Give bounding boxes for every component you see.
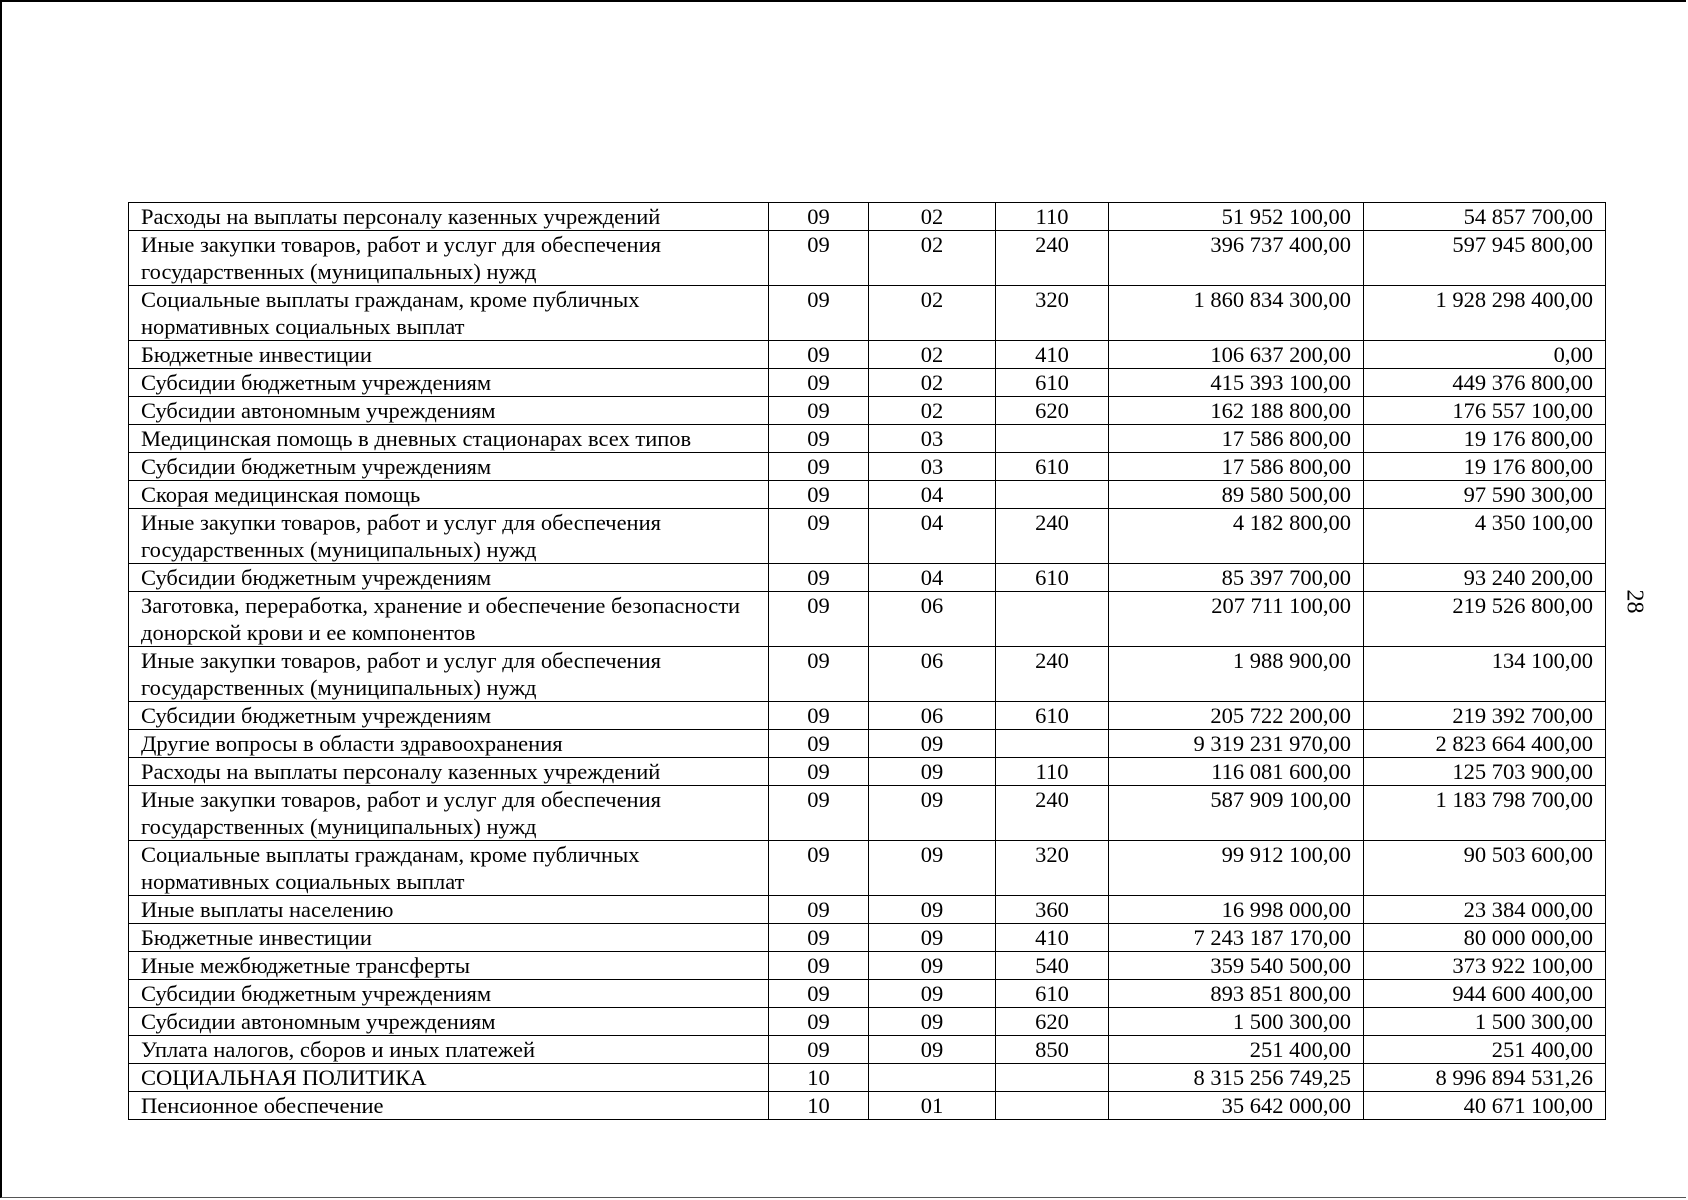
- section-code-cell: 09: [769, 980, 869, 1008]
- table-row: [129, 564, 1606, 592]
- budget-table: [128, 202, 1606, 1120]
- amount-year1-cell: 205 722 200,00: [1109, 702, 1364, 730]
- table-row: [129, 702, 1606, 730]
- subsection-code-cell: 02: [869, 397, 996, 425]
- amount-year1-cell: 116 081 600,00: [1109, 758, 1364, 786]
- table-row: [129, 369, 1606, 397]
- subsection-code-cell: 09: [869, 952, 996, 980]
- expense-type-code-cell: 410: [996, 341, 1109, 369]
- section-code-cell: 09: [769, 758, 869, 786]
- expense-name-cell: Расходы на выплаты персоналу казенных учреждений: [129, 203, 769, 231]
- expense-type-code-cell: 240: [996, 647, 1109, 702]
- amount-year2-cell: 449 376 800,00: [1364, 369, 1606, 397]
- section-code-cell: 09: [769, 786, 869, 841]
- section-code-cell: 09: [769, 509, 869, 564]
- amount-year1-cell: 7 243 187 170,00: [1109, 924, 1364, 952]
- table-row: [129, 758, 1606, 786]
- amount-year1-cell: 51 952 100,00: [1109, 203, 1364, 231]
- subsection-code-cell: 04: [869, 564, 996, 592]
- expense-type-code-cell: [996, 592, 1109, 647]
- amount-year1-cell: 16 998 000,00: [1109, 896, 1364, 924]
- table-row: [129, 397, 1606, 425]
- expense-type-code-cell: 540: [996, 952, 1109, 980]
- expense-type-code-cell: [996, 481, 1109, 509]
- table-row: [129, 231, 1606, 286]
- section-code-cell: 09: [769, 341, 869, 369]
- section-code-cell: 09: [769, 369, 869, 397]
- amount-year1-cell: 587 909 100,00: [1109, 786, 1364, 841]
- amount-year1-cell: 1 860 834 300,00: [1109, 286, 1364, 341]
- expense-type-code-cell: 320: [996, 286, 1109, 341]
- section-code-cell: 09: [769, 286, 869, 341]
- table-row: [129, 286, 1606, 341]
- expense-name-cell: Субсидии автономным учреждениям: [129, 1008, 769, 1036]
- expense-name-cell: Субсидии бюджетным учреждениям: [129, 980, 769, 1008]
- section-code-cell: 09: [769, 702, 869, 730]
- expense-name-cell: Пенсионное обеспечение: [129, 1092, 769, 1120]
- expense-name-cell: Заготовка, переработка, хранение и обеспечение безопасности донорской крови и ее компонентов: [129, 592, 769, 647]
- subsection-code-cell: [869, 1064, 996, 1092]
- amount-year1-cell: 207 711 100,00: [1109, 592, 1364, 647]
- amount-year2-cell: 23 384 000,00: [1364, 896, 1606, 924]
- subsection-code-cell: 06: [869, 702, 996, 730]
- expense-name-cell: Субсидии бюджетным учреждениям: [129, 702, 769, 730]
- table-row: [129, 980, 1606, 1008]
- subsection-code-cell: 04: [869, 481, 996, 509]
- section-code-cell: 10: [769, 1064, 869, 1092]
- amount-year2-cell: 373 922 100,00: [1364, 952, 1606, 980]
- amount-year2-cell: 40 671 100,00: [1364, 1092, 1606, 1120]
- amount-year1-cell: 1 988 900,00: [1109, 647, 1364, 702]
- subsection-code-cell: 09: [869, 758, 996, 786]
- expense-type-code-cell: 610: [996, 369, 1109, 397]
- expense-name-cell: Иные закупки товаров, работ и услуг для обеспечения государственных (муниципальных) нужд: [129, 509, 769, 564]
- expense-type-code-cell: 610: [996, 564, 1109, 592]
- amount-year2-cell: 2 823 664 400,00: [1364, 730, 1606, 758]
- amount-year2-cell: 219 526 800,00: [1364, 592, 1606, 647]
- amount-year1-cell: 359 540 500,00: [1109, 952, 1364, 980]
- amount-year1-cell: 9 319 231 970,00: [1109, 730, 1364, 758]
- amount-year2-cell: 54 857 700,00: [1364, 203, 1606, 231]
- expense-type-code-cell: 240: [996, 509, 1109, 564]
- subsection-code-cell: 04: [869, 509, 996, 564]
- subsection-code-cell: 03: [869, 453, 996, 481]
- expense-name-cell: Скорая медицинская помощь: [129, 481, 769, 509]
- expense-type-code-cell: [996, 730, 1109, 758]
- amount-year2-cell: 4 350 100,00: [1364, 509, 1606, 564]
- expense-name-cell: Иные выплаты населению: [129, 896, 769, 924]
- expense-name-cell: Бюджетные инвестиции: [129, 341, 769, 369]
- expense-name-cell: Иные закупки товаров, работ и услуг для обеспечения государственных (муниципальных) нужд: [129, 231, 769, 286]
- section-code-cell: 09: [769, 564, 869, 592]
- section-code-cell: 09: [769, 924, 869, 952]
- amount-year1-cell: 17 586 800,00: [1109, 453, 1364, 481]
- expense-type-code-cell: 110: [996, 758, 1109, 786]
- section-code-cell: 09: [769, 841, 869, 896]
- expense-type-code-cell: 610: [996, 453, 1109, 481]
- expense-type-code-cell: [996, 425, 1109, 453]
- section-code-cell: 09: [769, 231, 869, 286]
- amount-year1-cell: 415 393 100,00: [1109, 369, 1364, 397]
- amount-year2-cell: 93 240 200,00: [1364, 564, 1606, 592]
- table-row: [129, 592, 1606, 647]
- amount-year1-cell: 35 642 000,00: [1109, 1092, 1364, 1120]
- expense-type-code-cell: [996, 1064, 1109, 1092]
- section-code-cell: 09: [769, 203, 869, 231]
- amount-year2-cell: 944 600 400,00: [1364, 980, 1606, 1008]
- amount-year2-cell: 251 400,00: [1364, 1036, 1606, 1064]
- table-row: [129, 341, 1606, 369]
- table-row: [129, 453, 1606, 481]
- subsection-code-cell: 09: [869, 896, 996, 924]
- table-row: [129, 509, 1606, 564]
- subsection-code-cell: 01: [869, 1092, 996, 1120]
- table-row: [129, 786, 1606, 841]
- amount-year2-cell: 134 100,00: [1364, 647, 1606, 702]
- section-code-cell: 09: [769, 896, 869, 924]
- expense-type-code-cell: 110: [996, 203, 1109, 231]
- amount-year1-cell: 251 400,00: [1109, 1036, 1364, 1064]
- section-code-cell: 09: [769, 1036, 869, 1064]
- expense-type-code-cell: 610: [996, 702, 1109, 730]
- expense-name-cell: Другие вопросы в области здравоохранения: [129, 730, 769, 758]
- amount-year2-cell: 1 500 300,00: [1364, 1008, 1606, 1036]
- amount-year2-cell: 90 503 600,00: [1364, 841, 1606, 896]
- expense-name-cell: Субсидии бюджетным учреждениям: [129, 564, 769, 592]
- table-row: [129, 952, 1606, 980]
- amount-year1-cell: 893 851 800,00: [1109, 980, 1364, 1008]
- subsection-code-cell: 09: [869, 730, 996, 758]
- table-body: [129, 203, 1606, 1120]
- expense-type-code-cell: 360: [996, 896, 1109, 924]
- table-row: [129, 924, 1606, 952]
- section-code-cell: 09: [769, 453, 869, 481]
- amount-year2-cell: 125 703 900,00: [1364, 758, 1606, 786]
- page-number: 28: [1621, 589, 1648, 614]
- section-code-cell: 09: [769, 481, 869, 509]
- expense-type-code-cell: 620: [996, 1008, 1109, 1036]
- expense-type-code-cell: 850: [996, 1036, 1109, 1064]
- amount-year1-cell: 4 182 800,00: [1109, 509, 1364, 564]
- amount-year2-cell: 1 183 798 700,00: [1364, 786, 1606, 841]
- amount-year2-cell: 8 996 894 531,26: [1364, 1064, 1606, 1092]
- expense-type-code-cell: 620: [996, 397, 1109, 425]
- table-row: [129, 730, 1606, 758]
- expense-name-cell: Субсидии бюджетным учреждениям: [129, 453, 769, 481]
- section-code-cell: 09: [769, 730, 869, 758]
- expense-name-cell: Медицинская помощь в дневных стационарах всех типов: [129, 425, 769, 453]
- expense-name-cell: Социальные выплаты гражданам, кроме публичных нормативных социальных выплат: [129, 286, 769, 341]
- expense-name-cell: СОЦИАЛЬНАЯ ПОЛИТИКА: [129, 1064, 769, 1092]
- expense-name-cell: Бюджетные инвестиции: [129, 924, 769, 952]
- table-row: [129, 896, 1606, 924]
- subsection-code-cell: 06: [869, 592, 996, 647]
- table-row: [129, 1092, 1606, 1120]
- amount-year2-cell: 176 557 100,00: [1364, 397, 1606, 425]
- table-row: [129, 647, 1606, 702]
- expense-name-cell: Субсидии бюджетным учреждениям: [129, 369, 769, 397]
- amount-year1-cell: 8 315 256 749,25: [1109, 1064, 1364, 1092]
- amount-year2-cell: 97 590 300,00: [1364, 481, 1606, 509]
- subsection-code-cell: 09: [869, 924, 996, 952]
- expense-type-code-cell: 240: [996, 231, 1109, 286]
- amount-year2-cell: 19 176 800,00: [1364, 453, 1606, 481]
- table-row: [129, 1036, 1606, 1064]
- subsection-code-cell: 09: [869, 1036, 996, 1064]
- subsection-code-cell: 03: [869, 425, 996, 453]
- subsection-code-cell: 09: [869, 786, 996, 841]
- section-code-cell: 09: [769, 647, 869, 702]
- table-row: [129, 841, 1606, 896]
- expense-name-cell: Иные закупки товаров, работ и услуг для обеспечения государственных (муниципальных) нужд: [129, 647, 769, 702]
- expense-type-code-cell: [996, 1092, 1109, 1120]
- subsection-code-cell: 09: [869, 980, 996, 1008]
- amount-year2-cell: 19 176 800,00: [1364, 425, 1606, 453]
- expense-name-cell: Социальные выплаты гражданам, кроме публичных нормативных социальных выплат: [129, 841, 769, 896]
- amount-year1-cell: 106 637 200,00: [1109, 341, 1364, 369]
- amount-year2-cell: 1 928 298 400,00: [1364, 286, 1606, 341]
- section-code-cell: 09: [769, 1008, 869, 1036]
- amount-year1-cell: 396 737 400,00: [1109, 231, 1364, 286]
- amount-year2-cell: 80 000 000,00: [1364, 924, 1606, 952]
- amount-year1-cell: 85 397 700,00: [1109, 564, 1364, 592]
- table-row: [129, 425, 1606, 453]
- amount-year1-cell: 1 500 300,00: [1109, 1008, 1364, 1036]
- subsection-code-cell: 02: [869, 231, 996, 286]
- amount-year2-cell: 219 392 700,00: [1364, 702, 1606, 730]
- expense-name-cell: Субсидии автономным учреждениям: [129, 397, 769, 425]
- amount-year2-cell: 0,00: [1364, 341, 1606, 369]
- section-code-cell: 10: [769, 1092, 869, 1120]
- expense-name-cell: Иные межбюджетные трансферты: [129, 952, 769, 980]
- expense-type-code-cell: 410: [996, 924, 1109, 952]
- subsection-code-cell: 09: [869, 1008, 996, 1036]
- section-code-cell: 09: [769, 592, 869, 647]
- subsection-code-cell: 06: [869, 647, 996, 702]
- table-row: [129, 481, 1606, 509]
- table-row: [129, 1008, 1606, 1036]
- subsection-code-cell: 09: [869, 841, 996, 896]
- subsection-code-cell: 02: [869, 203, 996, 231]
- amount-year1-cell: 99 912 100,00: [1109, 841, 1364, 896]
- section-code-cell: 09: [769, 952, 869, 980]
- subsection-code-cell: 02: [869, 369, 996, 397]
- expense-name-cell: Уплата налогов, сборов и иных платежей: [129, 1036, 769, 1064]
- amount-year1-cell: 17 586 800,00: [1109, 425, 1364, 453]
- expense-type-code-cell: 320: [996, 841, 1109, 896]
- subsection-code-cell: 02: [869, 286, 996, 341]
- expense-type-code-cell: 610: [996, 980, 1109, 1008]
- expense-name-cell: Расходы на выплаты персоналу казенных учреждений: [129, 758, 769, 786]
- table-row: [129, 1064, 1606, 1092]
- expense-type-code-cell: 240: [996, 786, 1109, 841]
- amount-year1-cell: 89 580 500,00: [1109, 481, 1364, 509]
- section-code-cell: 09: [769, 425, 869, 453]
- section-code-cell: 09: [769, 397, 869, 425]
- amount-year1-cell: 162 188 800,00: [1109, 397, 1364, 425]
- amount-year2-cell: 597 945 800,00: [1364, 231, 1606, 286]
- expense-name-cell: Иные закупки товаров, работ и услуг для обеспечения государственных (муниципальных) нужд: [129, 786, 769, 841]
- subsection-code-cell: 02: [869, 341, 996, 369]
- table-row: [129, 203, 1606, 231]
